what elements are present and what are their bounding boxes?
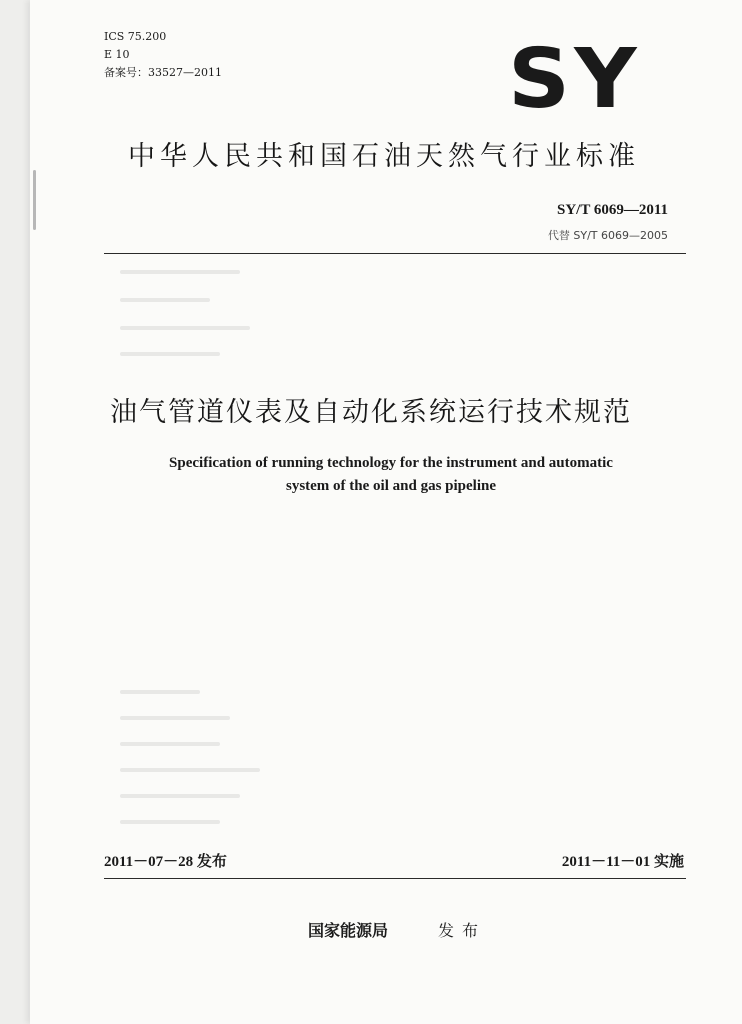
- footer-divider: [104, 878, 686, 879]
- issuing-authority: 国家能源局: [308, 921, 389, 940]
- ics-code: ICS 75.200: [104, 30, 167, 43]
- bleed-through-line: [120, 270, 240, 274]
- issue-date: 2011－07－28 发布: [104, 854, 227, 870]
- bleed-through-line: [120, 352, 220, 356]
- implementation-date: 2011－11－01 实施: [561, 854, 684, 870]
- document-meta: [104, 28, 222, 82]
- bleed-through-line: [120, 794, 240, 798]
- sy-logo: SY: [508, 32, 641, 127]
- bleed-through-line: [120, 716, 230, 720]
- bleed-through-line: [120, 690, 200, 694]
- document-title-english: [0, 452, 742, 498]
- bleed-through-line: [120, 768, 260, 772]
- replaces-standard: 代替 SY/T 6069—2005: [547, 229, 668, 242]
- english-title-line-1: Specification of running technology for the instrument and automatic: [169, 455, 613, 471]
- classification-code: E 10: [104, 48, 130, 61]
- record-number: 备案号：33527—2011: [104, 66, 222, 79]
- bleed-through-line: [120, 298, 210, 302]
- standard-number: SY/T 6069—2011: [557, 202, 668, 218]
- industry-standard-title: 中华人民共和国石油天然气行业标准: [128, 141, 640, 172]
- document-title-chinese: 油气管道仪表及自动化系统运行技术规范: [110, 397, 632, 428]
- english-title-line-2: system of the oil and gas pipeline: [285, 478, 496, 494]
- binding-mark: [33, 170, 36, 230]
- bleed-through-line: [120, 742, 220, 746]
- issue-action: 发布: [438, 921, 487, 940]
- bleed-through-line: [120, 326, 250, 330]
- bleed-through-line: [120, 820, 220, 824]
- header-divider: [104, 253, 686, 254]
